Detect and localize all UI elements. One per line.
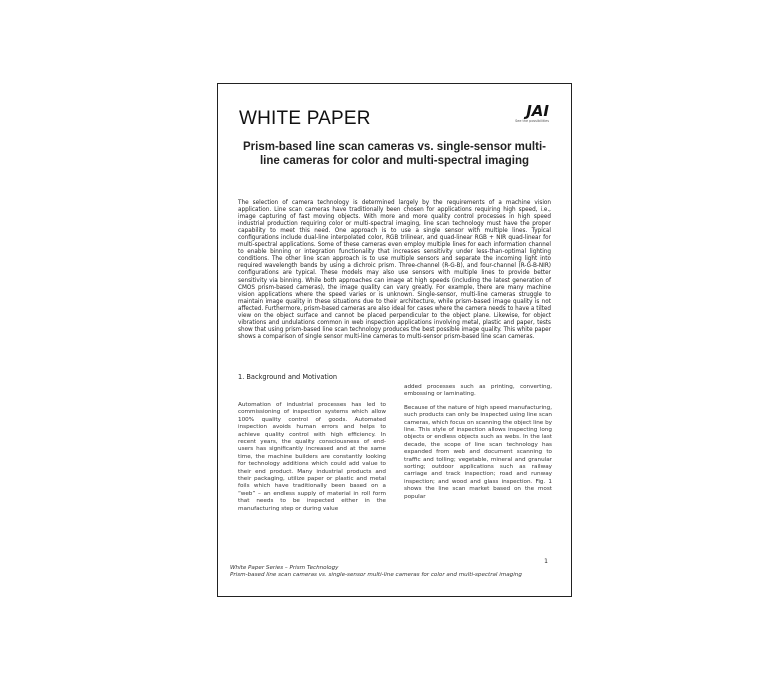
company-logo [509,104,549,130]
logo-tagline: See the possibilities [515,119,549,123]
document-header-title: WHITE PAPER [239,108,371,129]
document-page [217,83,572,597]
document-subtitle: Prism-based line scan cameras vs. single-sensor multi-line cameras for color and multi-spectral imaging [243,141,546,167]
right-column-paragraph-2: Because of the nature of high speed manufacturing, such products can only be inspected using line scan cameras, which focus on scanning the object line by line. This style of inspection allows inspecting long objects or endless objects such as webs. In the last decade, the scope of line scan technology has expanded from web and document scanning to traffic and tolling; vegetable, mineral and granular sorting; outdoor applications such as railway carriage and track inspection; road and runway inspection; and wood and glass inspection. Fig. 1 shows the line scan market based on the most popular [404,404,552,500]
right-column-paragraph-1: added processes such as printing, converting, embossing or laminating. [404,384,552,398]
abstract-paragraph: The selection of camera technology is determined largely by the requirements of a machine vision application. Line scan cameras have traditionally been chosen for applications requiring high speed, i.e., image capturing of fast moving objects. With more and more quality control processes in high speed industrial production requiring color or multi-spectral imaging, line scan technology must have the proper capability to meet this need. One approach is to use a single sensor with multiple lines. Typical configurations include dual-line interpolated color, RGB trilinear, and quad-linear RGB + NIR quad-linear for multi-spectral applications. Some of these cameras even employ multiple lines for each information channel to enable binning or integration functionality that increases sensitivity under less-than-optimal lighting conditions. The other line scan approach is to use multiple sensors and separate the incoming light into required wavelength bands by using a dichroic prism. Three-channel (R-G-B), and four-channel (R-G-B-NIR) configurations are typical. These models may also use sensors with multiple lines to provide better sensitivity via binning. While both approaches can image at high speeds (including the latest generation of CMOS prism-based cameras), the image quality can vary greatly. For example, there are many machine vision applications where the speed varies or is unknown. Single-sensor, multi-line cameras struggle to maintain image quality in these situations due to their architecture, while prism-based image quality is not affected. Furthermore, prism-based cameras are also ideal for cases where the camera needs to have a tilted view on the object surface and cannot be placed perpendicular to the object plane. Likewise, for object vibrations and undulations common in web inspection applications involving metal, plastic and paper, tests show that using prism-based line scan technology produces the best possible image quality. This white paper shows a comparison of single sensor multi-line cameras to multi-sensor prism-based line scan cameras. [238,200,551,340]
left-column [238,402,386,519]
logo-mark: JAI [526,102,549,120]
page-number: 1 [544,558,548,565]
left-column-paragraph: Automation of industrial processes has led to commissioning of inspection systems which allow 100% quality control of goods. Automated inspection avoids human errors and helps to achieve quality control with high efficiency. In recent years, the quality consciousness of end-users has significantly increased and at the same time, the machine builders are constantly looking for technology additions which could add value to their end product. Many industrial products and their packaging, utilize paper or plastic and metal foils which have traditionally been based on a “web” – an endless supply of material in roll form that needs to be inspected either in the manufacturing step or during value [238,402,386,512]
right-column [404,384,552,507]
page-footer [230,565,561,580]
footer-series: White Paper Series – Prism Technology [230,565,339,571]
footer-title: Prism-based line scan cameras vs. single-sensor multi-line cameras for color and multi-spectral imaging [230,572,522,579]
section-heading: 1. Background and Motivation [238,373,338,381]
